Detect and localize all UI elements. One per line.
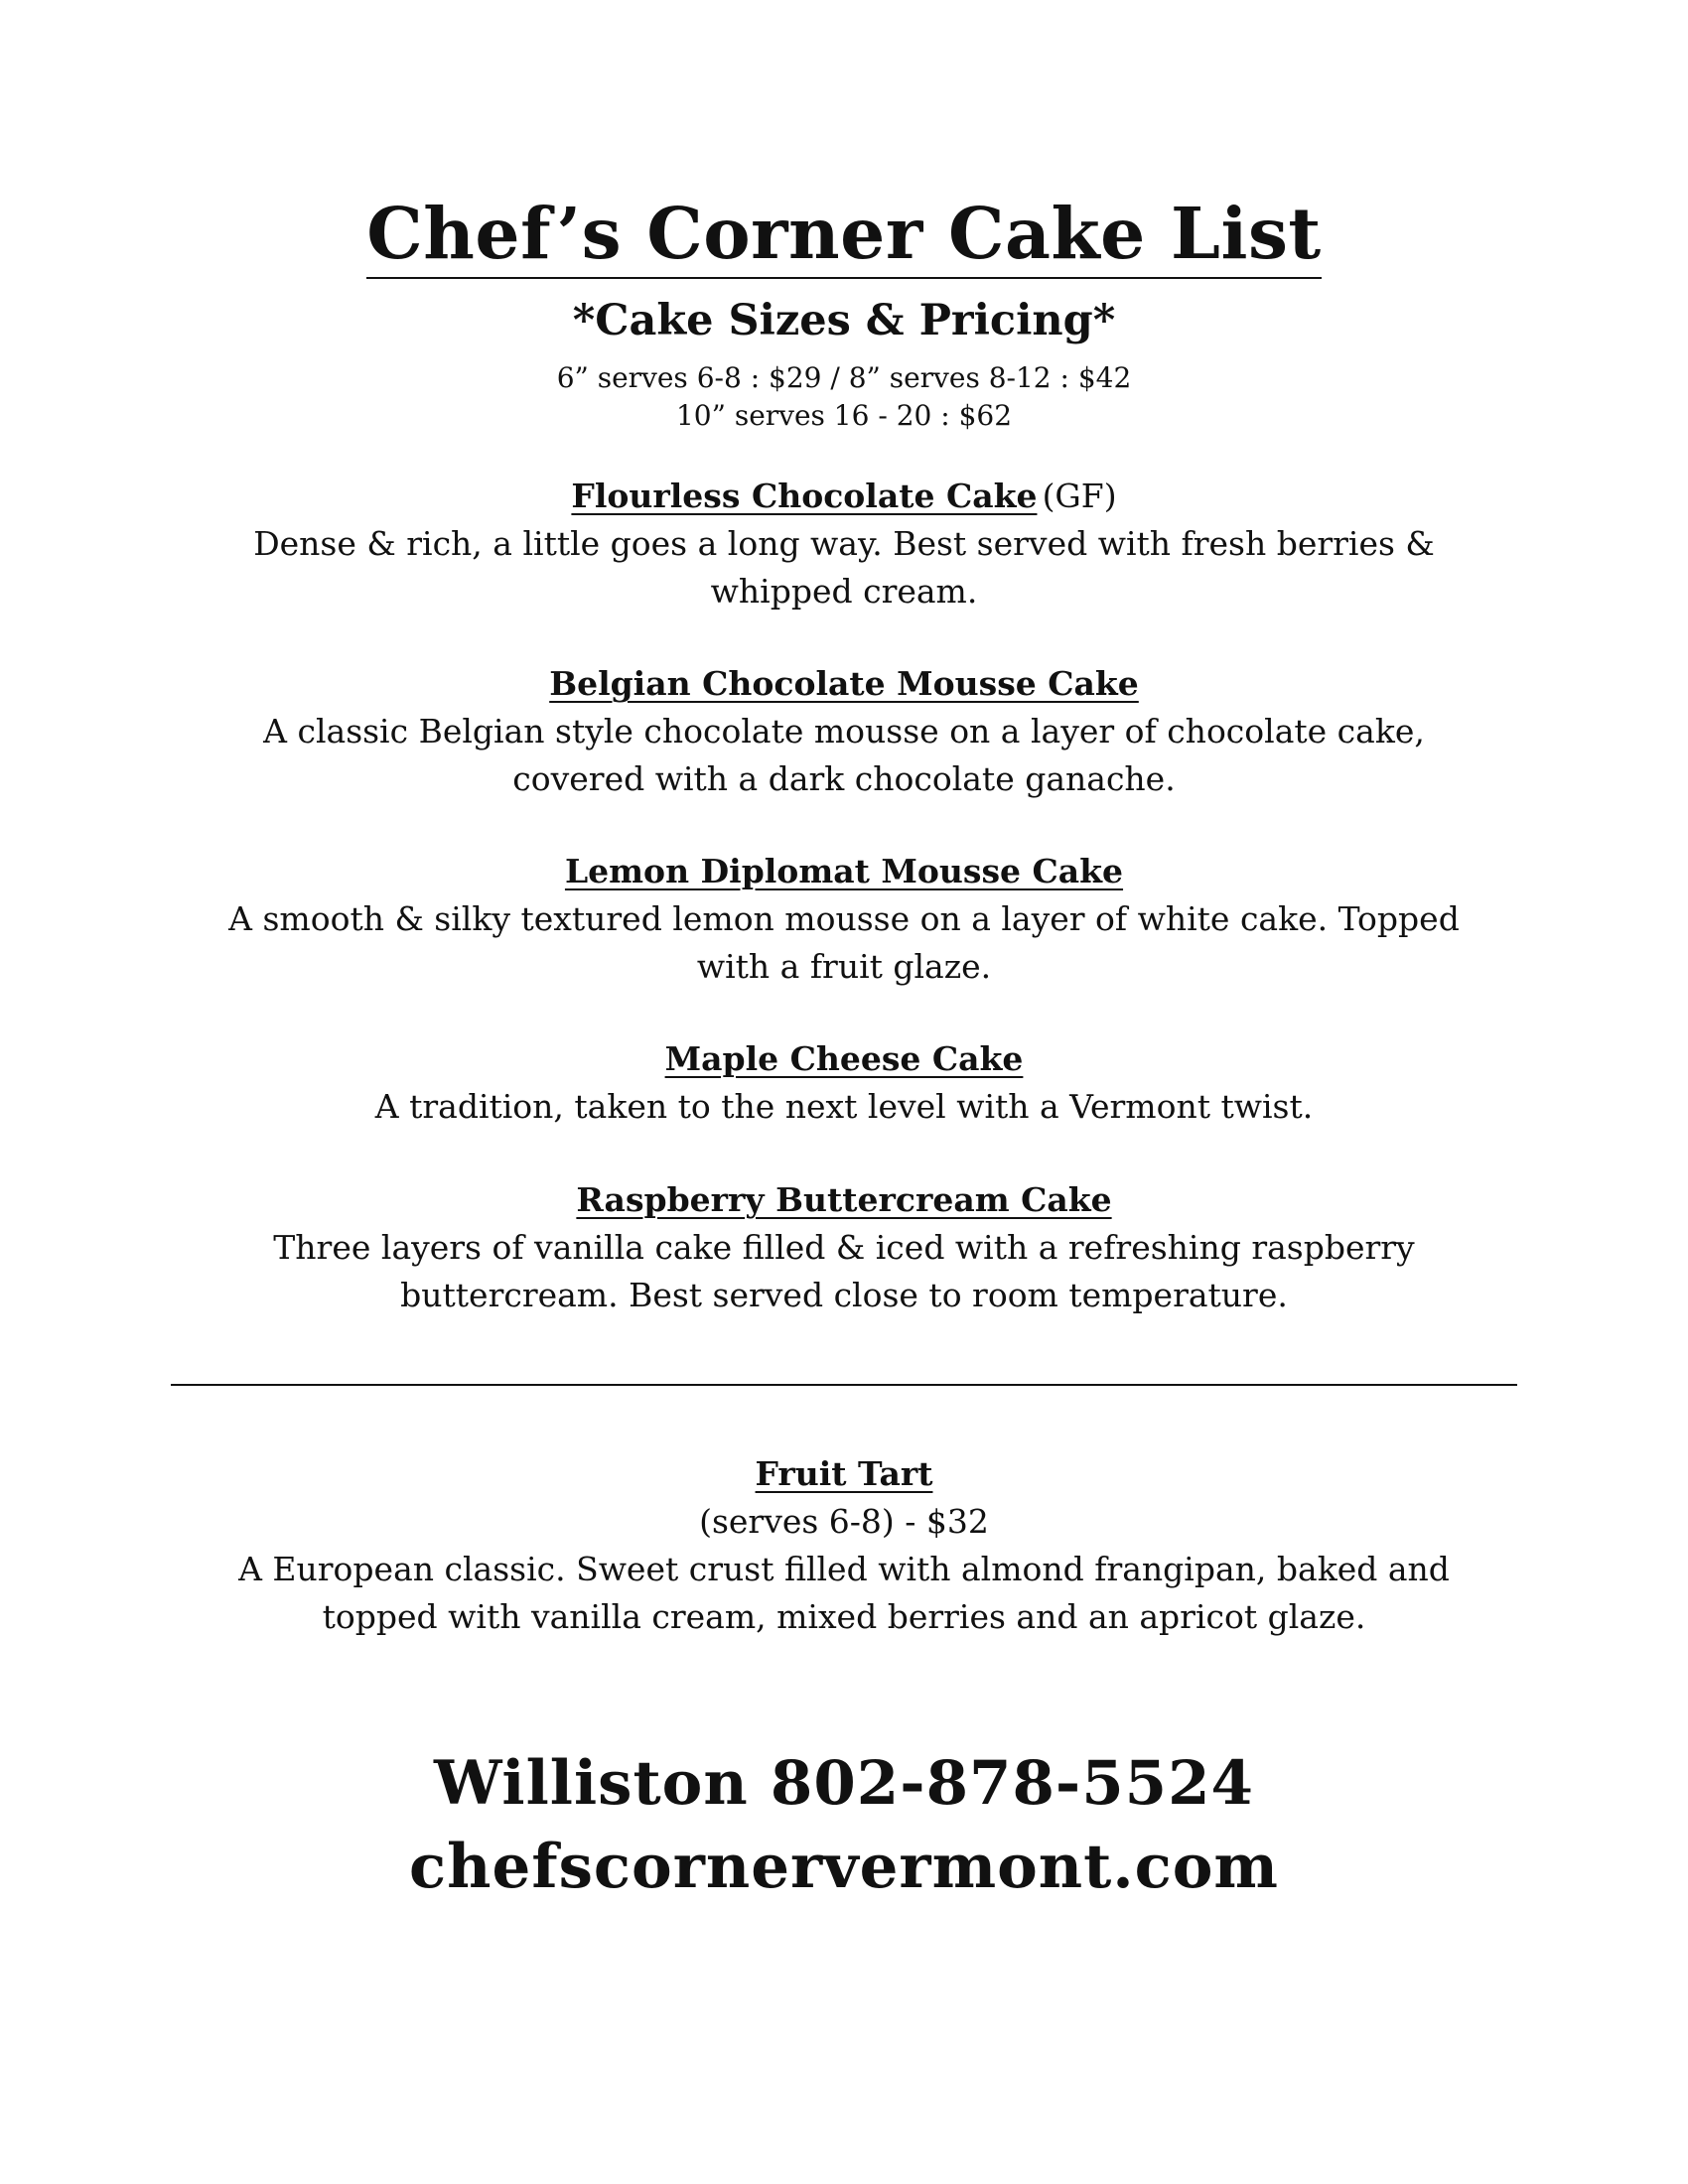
cake-item-raspberry-buttercream xyxy=(149,1176,1539,1319)
cake-item-flourless-chocolate xyxy=(149,473,1539,615)
cake-description-line: A smooth & silky textured lemon mousse on a layer of white cake. Topped xyxy=(228,899,1460,938)
cake-description-line: buttercream. Best served close to room temperature. xyxy=(400,1276,1288,1314)
cake-description-line: Dense & rich, a little goes a long way. Best served with fresh berries & xyxy=(253,524,1435,563)
pricing-line: 10” serves 16 - 20 : $62 xyxy=(675,399,1013,432)
pricing-line: 6” serves 6-8 : $29 / 8” serves 8-12 : $42 xyxy=(556,361,1132,394)
cake-description-line: with a fruit glaze. xyxy=(696,947,992,986)
cake-description-line: covered with a dark chocolate ganache. xyxy=(512,759,1176,798)
contact-phone: Williston 802-878-5524 xyxy=(434,1748,1254,1819)
cake-description-line: whipped cream. xyxy=(710,572,978,611)
cake-item-belgian-chocolate-mousse xyxy=(149,660,1539,803)
contact-website: chefscornervermont.com xyxy=(409,1832,1279,1902)
tart-description-line: topped with vanilla cream, mixed berries and an apricot glaze. xyxy=(322,1597,1366,1636)
pricing-heading: *Cake Sizes & Pricing* xyxy=(572,296,1116,345)
tart-name: Fruit Tart xyxy=(755,1454,933,1493)
section-divider xyxy=(171,1384,1517,1386)
tart-description-line: A European classic. Sweet crust filled with almond frangipan, baked and xyxy=(238,1550,1450,1588)
page-title: Chef’s Corner Cake List xyxy=(0,199,1688,279)
cake-item-maple-cheese xyxy=(149,1035,1539,1131)
pricing-info xyxy=(0,359,1688,435)
cake-name: Lemon Diplomat Mousse Cake xyxy=(564,852,1124,890)
cake-description-line: A tradition, taken to the next level with a Vermont twist. xyxy=(374,1087,1314,1126)
cake-description-line: Three layers of vanilla cake filled & iced with a refreshing raspberry xyxy=(273,1228,1415,1267)
cake-name: Flourless Chocolate Cake xyxy=(571,477,1038,515)
cake-name: Raspberry Buttercream Cake xyxy=(576,1180,1112,1219)
tart-serves-price: (serves 6-8) - $32 xyxy=(699,1502,989,1541)
gluten-free-tag: (GF) xyxy=(1042,477,1117,515)
cake-item-lemon-diplomat-mousse xyxy=(149,848,1539,991)
cake-name: Belgian Chocolate Mousse Cake xyxy=(549,664,1139,703)
tart-item-fruit-tart xyxy=(149,1450,1539,1641)
cake-name: Maple Cheese Cake xyxy=(664,1039,1024,1078)
cake-description-line: A classic Belgian style chocolate mousse on a layer of chocolate cake, xyxy=(263,712,1425,751)
